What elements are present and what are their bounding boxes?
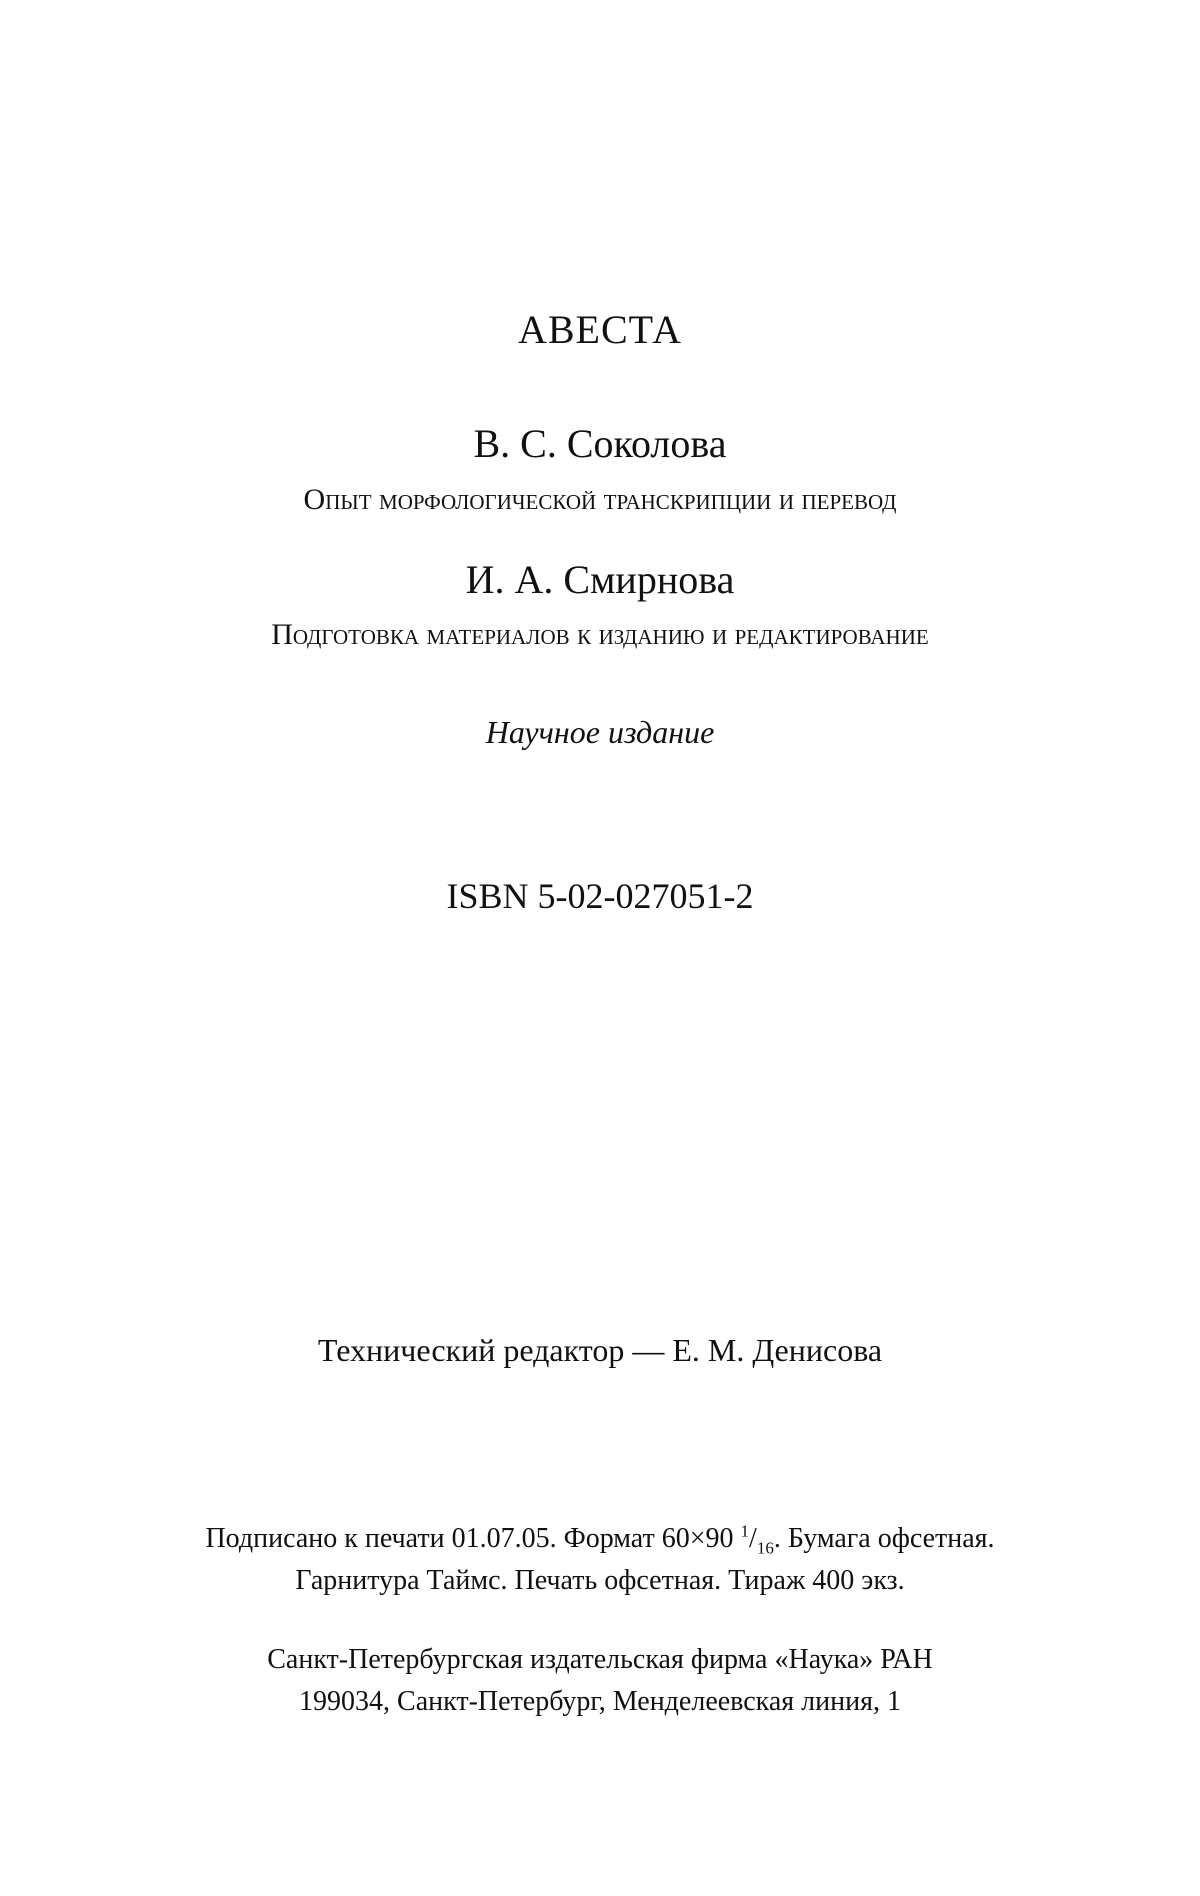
book-title: АВЕСТА [517,307,682,352]
format-fraction-numerator: 1 [740,1521,750,1541]
format-fraction-slash: / [749,1523,757,1554]
isbn: ISBN 5-02-027051-2 [446,876,754,916]
author-name-1: В. С. Соколова [473,421,727,466]
imprint-line-2: Гарнитура Таймс. Печать офсетная. Тираж 400 экз. [295,1565,905,1596]
publisher-address: 199034, Санкт-Петербург, Менделеевская линия, 1 [299,1686,901,1717]
edition-type: Научное издание [485,714,715,750]
author-role-1: Опыт морфологической транскрипции и перевод [303,483,897,516]
imprint-line-1-start: Подписано к печати 01.07.05. Формат 60×90 [205,1523,741,1554]
technical-editor: Технический редактор — Е. М. Денисова [317,1332,883,1368]
author-name-2: И. А. Смирнова [465,557,735,602]
publisher-name: Санкт-Петербургская издательская фирма «Наука» РАН [267,1644,933,1675]
format-fraction-denominator: 16 [756,1538,774,1558]
author-role-2: Подготовка материалов к изданию и редактирование [271,618,929,651]
imprint-line-1 [0,1521,1200,1558]
imprint-line-1-end: . Бумага офсетная. [773,1523,995,1554]
